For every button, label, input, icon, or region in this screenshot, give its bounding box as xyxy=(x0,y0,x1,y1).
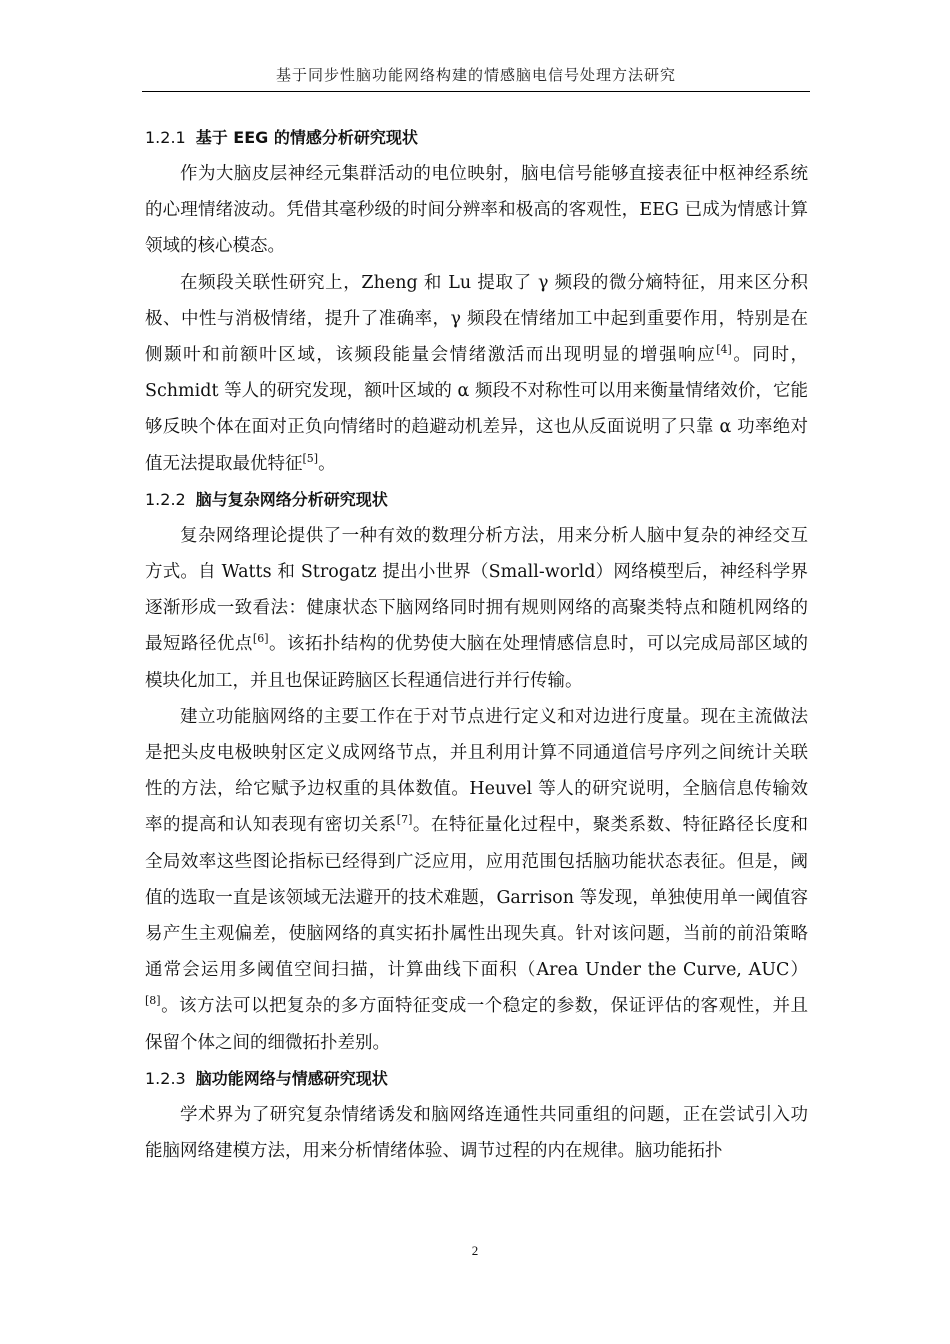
header-rule xyxy=(142,91,810,92)
running-header: 基于同步性脑功能网络构建的情感脑电信号处理方法研究 xyxy=(275,66,676,84)
paragraph-text: 作为大脑皮层神经元集群活动的电位映射，脑电信号能够直接表征中枢神经系统的心理情绪波动。凭借其毫秒级的时间分辨率和极高的客观性，EEG 已成为情感计算领域的核心模态。 xyxy=(145,164,808,257)
section-number: 1.2.2 xyxy=(145,489,186,509)
page-number: 2 xyxy=(471,1243,479,1258)
paragraph xyxy=(145,1097,808,1169)
paragraph xyxy=(145,518,808,699)
paragraph-text: 。 xyxy=(318,453,336,474)
paragraph xyxy=(145,699,808,1061)
citation-marker: [7] xyxy=(396,813,413,827)
paragraph xyxy=(145,265,808,482)
paragraph xyxy=(145,156,808,265)
section-heading-1-2-3 xyxy=(145,1061,808,1097)
citation-marker: [6] xyxy=(252,632,269,646)
section-heading-1-2-2 xyxy=(145,482,808,518)
paragraph-text: 。该拓扑结构的优势使大脑在处理情感信息时，可以完成局部区域的模块化加工，并且也保证跨脑区长程通信进行并行传输。 xyxy=(145,634,809,691)
paragraph-text: 在频段关联性研究上，Zheng 和 Lu 提取了 γ 频段的微分熵特征，用来区分积极、中性与消极情绪，提升了准确率，γ 频段在情绪加工中起到重要作用，特别是在侧颞叶和前额叶区域，该频段能量会情绪激活而出现明显的增强响应 xyxy=(145,272,808,366)
section-title: 基于 EEG 的情感分析研究现状 xyxy=(195,128,418,147)
body-content xyxy=(145,120,808,1169)
section-title: 脑功能网络与情感研究现状 xyxy=(195,1068,388,1088)
citation-marker: [8] xyxy=(145,994,161,1008)
citation-marker: [4] xyxy=(716,343,732,357)
paragraph-text: 建立功能脑网络的主要工作在于对节点进行定义和对边进行度量。现在主流做法是把头皮电极映射区定义成网络节点，并且利用计算不同通道信号序列之间统计关联性的方法，给它赋予边权重的具体数值。Heuvel 等人的研究说明，全脑信息传输效率的提高和认知表现有密切关系 xyxy=(145,706,808,836)
section-title: 脑与复杂网络分析研究现状 xyxy=(195,489,388,509)
paragraph-text: 学术界为了研究复杂情绪诱发和脑网络连通性共同重组的问题，正在尝试引入功能脑网络建模方法，用来分析情绪体验、调节过程的内在规律。脑功能拓扑 xyxy=(145,1104,808,1162)
paragraph-text: 。在特征量化过程中，聚类系数、特征路径长度和全局效率这些图论指标已经得到广泛应用，应用范围包括脑功能状态表征。但是，阈值的选取一直是该领域无法避开的技术难题，Garrison 等发现，单独使用单一阈值容易产生主观偏差，使脑网络的真实拓扑属性出现失真。针对该问题，当前的前沿策略通常会运用多阈值空间扫描，计算曲线下面积（Area Under the Curve, AUC） xyxy=(145,815,809,981)
section-heading-1-2-1 xyxy=(145,120,808,156)
paragraph-text: 。该方法可以把复杂的多方面特征变成一个稳定的参数，保证评估的客观性，并且保留个体之间的细微拓扑差别。 xyxy=(145,996,808,1053)
paragraph-text: 复杂网络理论提供了一种有效的数理分析方法，用来分析人脑中复杂的神经交互方式。自 Watts 和 Strogatz 提出小世界（Small-world）网络模型后，神经科学界逐渐形成一致看法：健康状态下脑网络同时拥有规则网络的高聚类特点和随机网络的最短路径优点 xyxy=(145,525,808,655)
paragraph-text: 。同时，Schmidt 等人的研究发现，额叶区域的 α 频段不对称性可以用来衡量情绪效价，它能够反映个体在面对正负向情绪时的趋避动机差异，这也从反面说明了只靠 α 功率绝对值无法提取最优特征 xyxy=(145,345,809,474)
citation-marker: [5] xyxy=(302,451,319,465)
section-number: 1.2.1 xyxy=(145,128,186,147)
section-number: 1.2.3 xyxy=(145,1068,186,1088)
